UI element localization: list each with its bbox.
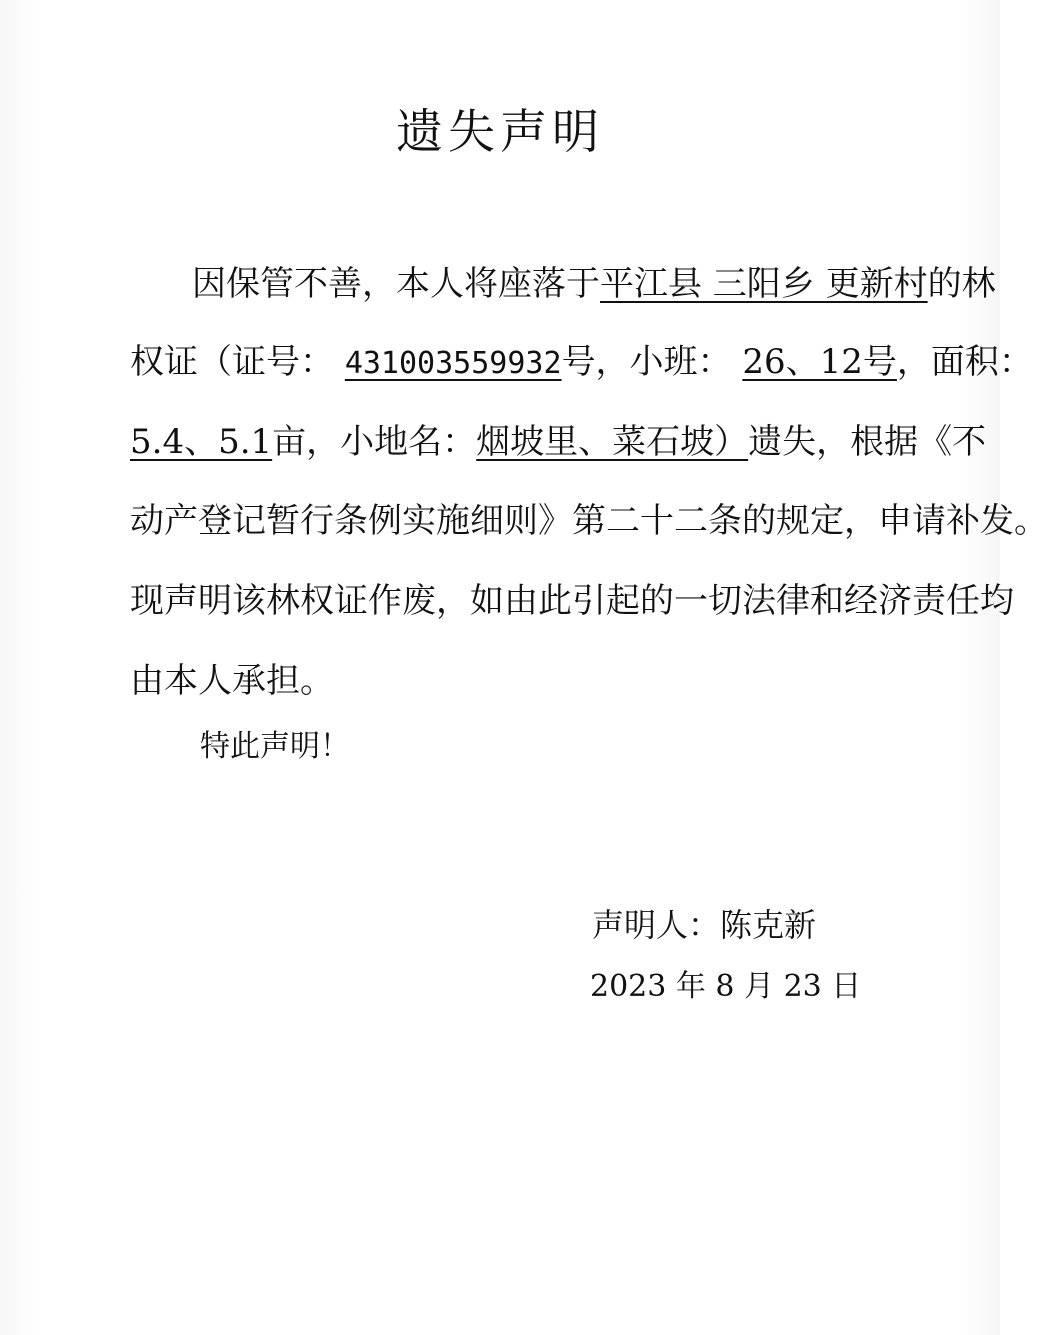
paragraph-line-1 [192,259,996,309]
line3-text-b: 遗失，根据《不 [748,422,987,462]
area-value: 5.4、5.1 [130,422,273,462]
certificate-number: 431003559932 [344,346,562,381]
place-name: 烟坡里、菜石坡） [476,422,749,462]
line1-text-b: 的林 [927,264,996,304]
closing-statement: 特此声明！ [200,729,350,764]
line1-text-a: 因保管不善，本人将座落于 [192,264,600,304]
declarant-signature: 声明人：陈克新 [592,906,817,944]
line2-text-a: 权证（证号： [130,342,334,382]
paragraph-line-6: 由本人承担。 [130,661,334,701]
line2-text-b: 号，小班： [561,342,732,382]
paragraph-line-5: 现声明该林权证作废，如由此引起的一切法律和经济责任均 [130,581,1014,621]
paragraph-line-4: 动产登记暂行条例实施细则》第二十二条的规定，申请补发。 [130,501,1048,541]
line2-text-c: ，面积： [896,342,1033,382]
line3-text-a: 亩，小地名： [272,422,477,462]
document-title: 遗失声明 [396,105,604,160]
declaration-date: 2023 年 8 月 23 日 [590,969,862,1004]
subcompartment-number: 26、12号 [742,342,897,382]
paragraph-line-2 [130,337,1033,389]
paragraph-line-3 [130,417,986,467]
location-underlined: 平江县 三阳乡 更新村 [600,264,928,304]
